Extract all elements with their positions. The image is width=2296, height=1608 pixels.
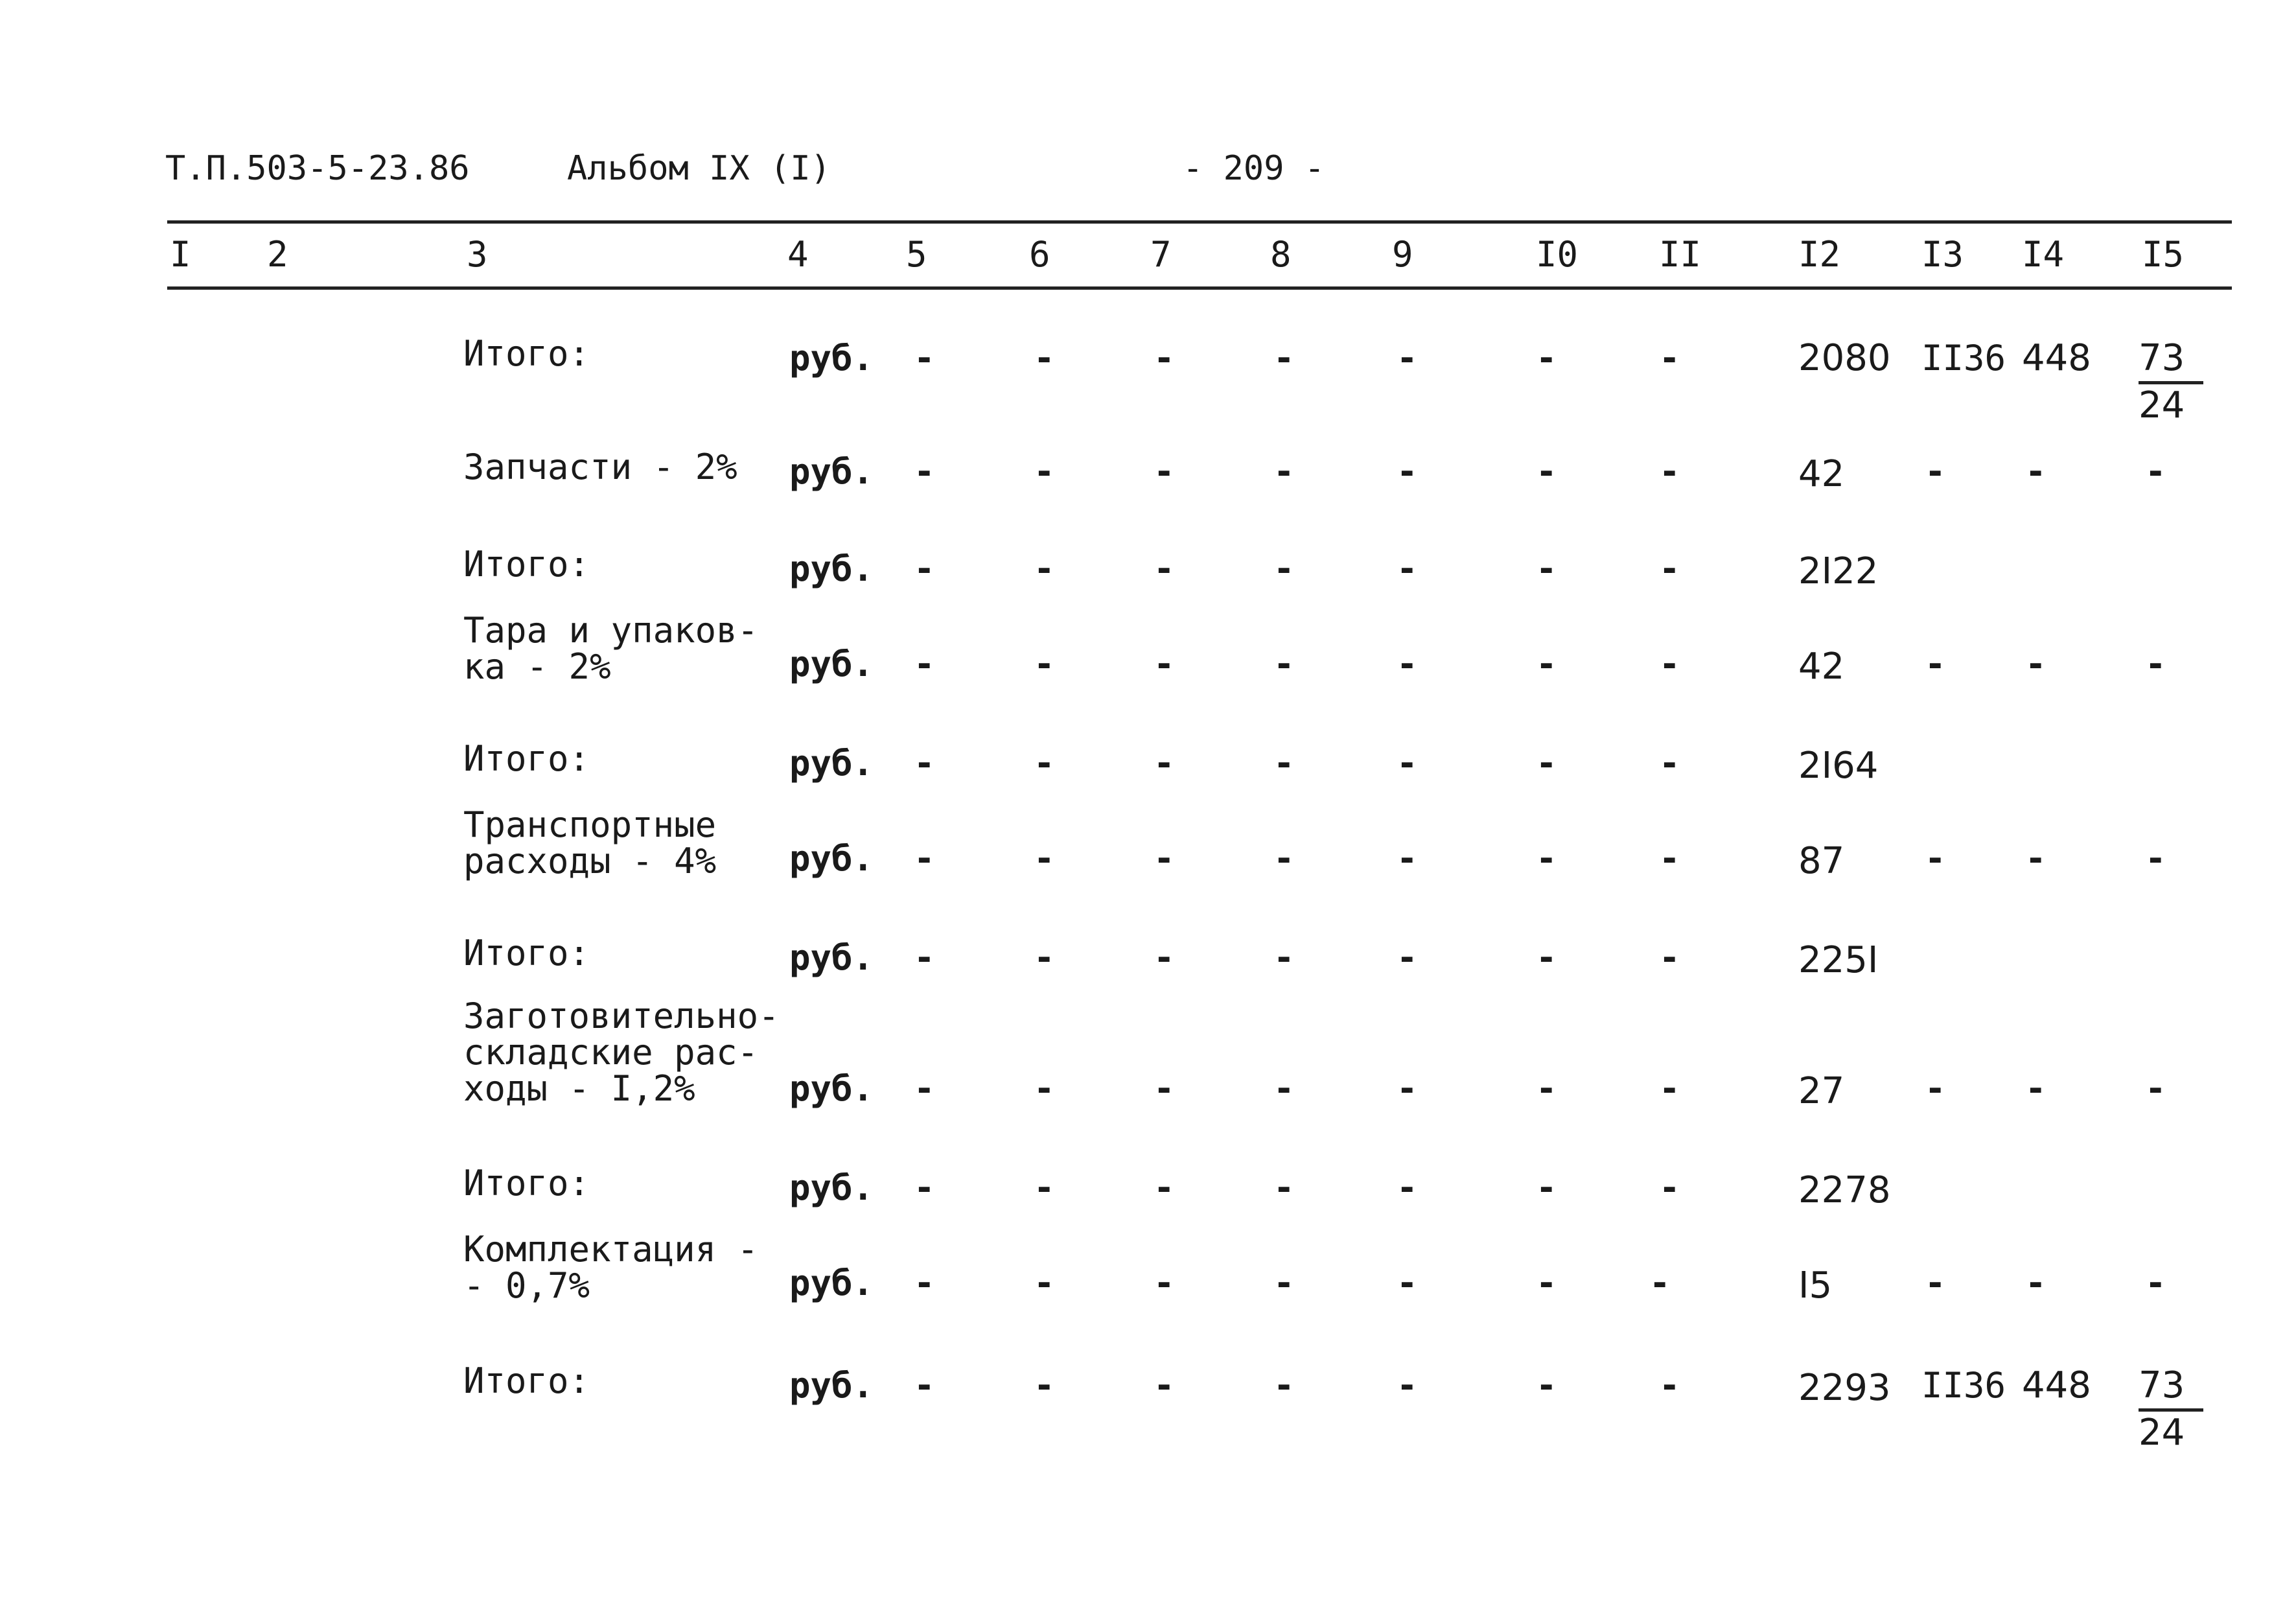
fraction-denominator: 24	[2139, 1412, 2185, 1454]
fraction-numerator: 73	[2139, 1364, 2203, 1412]
cell-col7: -	[1154, 838, 1175, 879]
col-header-14: I4	[2022, 234, 2065, 275]
cell-col12: 2I64	[1798, 745, 1879, 787]
cell-col10: -	[1536, 838, 1557, 879]
col-header-13: I3	[1921, 234, 1964, 275]
row-unit: руб.	[789, 338, 874, 379]
cell-col8: -	[1273, 338, 1295, 379]
cell-col10: -	[1536, 644, 1557, 684]
cell-col13: II36	[1921, 338, 2006, 379]
cell-col5: -	[914, 1167, 935, 1208]
row-label: Запчасти - 2%	[463, 447, 737, 487]
cell-col15: -	[2145, 1263, 2166, 1303]
col-header-11: II	[1659, 234, 1702, 275]
cell-col9: -	[1397, 451, 1418, 492]
cell-col6: -	[1034, 338, 1055, 379]
col-header-7: 7	[1150, 234, 1172, 275]
cell-col8: -	[1273, 548, 1295, 589]
cell-col15: -	[2145, 451, 2166, 492]
cell-col5: -	[914, 838, 935, 879]
fraction-denominator: 24	[2139, 384, 2185, 426]
cell-col12: 2I22	[1798, 550, 1879, 592]
row-label: Комплектация - - 0,7%	[463, 1229, 759, 1306]
cell-col8: -	[1273, 1068, 1295, 1109]
cell-col10: -	[1536, 548, 1557, 589]
cell-col9: -	[1397, 1263, 1418, 1303]
cell-col10: -	[1536, 1068, 1557, 1109]
cell-col12: 87	[1798, 840, 1845, 882]
row-unit: руб.	[789, 548, 874, 589]
cell-col15: -	[2145, 644, 2166, 684]
cell-col9: -	[1397, 1365, 1418, 1406]
cell-col5: -	[914, 451, 935, 492]
cell-col7: -	[1154, 451, 1175, 492]
col-header-1: I	[170, 234, 191, 275]
cell-col6: -	[1034, 548, 1055, 589]
cell-col10: -	[1536, 1167, 1557, 1208]
col-header-12: I2	[1798, 234, 1841, 275]
cell-col12: 2278	[1798, 1169, 1891, 1211]
cell-col7: -	[1154, 1365, 1175, 1406]
cell-col13: -	[1925, 644, 1946, 684]
cell-col10: -	[1536, 937, 1557, 978]
cell-col6: -	[1034, 1167, 1055, 1208]
cell-col9: -	[1397, 1068, 1418, 1109]
cell-col11: -	[1659, 743, 1680, 784]
cell-col12: 42	[1798, 646, 1845, 688]
cell-col5: -	[914, 338, 935, 379]
cell-col10: -	[1536, 338, 1557, 379]
col-header-5: 5	[906, 234, 927, 275]
cell-col13: -	[1925, 1068, 1946, 1109]
cell-col11: -	[1659, 644, 1680, 684]
cell-col11: -	[1659, 451, 1680, 492]
cell-col14: 448	[2022, 1364, 2091, 1406]
row-label: Заготовительно- складские рас- ходы - I,2%	[463, 996, 780, 1109]
cell-col5: -	[914, 1365, 935, 1406]
table-header-rule	[167, 286, 2232, 290]
cell-col7: -	[1154, 338, 1175, 379]
cell-col8: -	[1273, 451, 1295, 492]
row-label: Итого:	[463, 933, 590, 973]
cell-col6: -	[1034, 1263, 1055, 1303]
cell-col14: -	[2025, 1263, 2047, 1303]
cell-col8: -	[1273, 644, 1295, 684]
cell-col8: -	[1273, 1365, 1295, 1406]
cell-col11: -	[1659, 548, 1680, 589]
cell-col5: -	[914, 644, 935, 684]
cell-col6: -	[1034, 937, 1055, 978]
cell-col12: 225I	[1798, 939, 1879, 981]
cell-col13: II36	[1921, 1365, 2006, 1406]
cell-col9: -	[1397, 838, 1418, 879]
cell-col10: -	[1536, 743, 1557, 784]
cell-col15-fraction	[2139, 1364, 2203, 1454]
cell-col6: -	[1034, 838, 1055, 879]
cell-col6: -	[1034, 644, 1055, 684]
cell-col11: -	[1659, 1365, 1680, 1406]
cell-col8: -	[1273, 743, 1295, 784]
cell-col5: -	[914, 937, 935, 978]
col-header-4: 4	[787, 234, 809, 275]
row-label: Итого:	[463, 738, 590, 779]
col-header-15: I5	[2142, 234, 2185, 275]
cell-col5: -	[914, 743, 935, 784]
cell-col7: -	[1154, 644, 1175, 684]
cell-col8: -	[1273, 1167, 1295, 1208]
cell-col8: -	[1273, 838, 1295, 879]
row-unit: руб.	[789, 1068, 874, 1109]
col-header-3: 3	[467, 234, 488, 275]
cell-col9: -	[1397, 1167, 1418, 1208]
table-top-rule	[167, 220, 2232, 224]
cell-col11: -	[1659, 838, 1680, 879]
cell-col7: -	[1154, 937, 1175, 978]
cell-col13: -	[1925, 1263, 1946, 1303]
cell-col6: -	[1034, 451, 1055, 492]
row-unit: руб.	[789, 1365, 874, 1406]
cell-col9: -	[1397, 548, 1418, 589]
cell-col14: -	[2025, 644, 2047, 684]
cell-col15: -	[2145, 1068, 2166, 1109]
cell-col13: -	[1925, 838, 1946, 879]
row-unit: руб.	[789, 937, 874, 978]
cell-col6: -	[1034, 1365, 1055, 1406]
cell-col15-fraction	[2139, 337, 2203, 427]
row-unit: руб.	[789, 644, 874, 684]
row-unit: руб.	[789, 451, 874, 492]
cell-col9: -	[1397, 743, 1418, 784]
cell-col12: 2293	[1798, 1367, 1891, 1409]
cell-col9: -	[1397, 338, 1418, 379]
row-label: Тара и упаков- ка - 2%	[463, 610, 759, 687]
cell-col14: -	[2025, 838, 2047, 879]
cell-col5: -	[914, 1263, 935, 1303]
cell-col12: 2080	[1798, 337, 1891, 379]
doc-code: Т.П.503-5-23.86	[165, 149, 470, 188]
cell-col12: 27	[1798, 1070, 1845, 1112]
cell-col12: 42	[1798, 453, 1845, 495]
cell-col6: -	[1034, 743, 1055, 784]
row-unit: руб.	[789, 743, 874, 784]
col-header-2: 2	[267, 234, 288, 275]
cell-col9: -	[1397, 644, 1418, 684]
page-number: - 209 -	[1183, 149, 1325, 188]
album-title: Альбом IX (I)	[567, 149, 831, 188]
row-unit: руб.	[789, 1167, 874, 1208]
cell-col11: -	[1659, 338, 1680, 379]
cell-col8: -	[1273, 937, 1295, 978]
cell-col7: -	[1154, 548, 1175, 589]
row-label: Итого:	[463, 1360, 590, 1401]
cell-col12: I5	[1798, 1264, 1833, 1307]
cell-col5: -	[914, 1068, 935, 1109]
col-header-6: 6	[1029, 234, 1050, 275]
row-label: Итого:	[463, 1163, 590, 1204]
cell-col13: -	[1925, 451, 1946, 492]
cell-col14: -	[2025, 1068, 2047, 1109]
cell-col7: -	[1154, 1263, 1175, 1303]
cell-col7: -	[1154, 743, 1175, 784]
row-label: Транспортные расходы - 4%	[463, 804, 717, 881]
row-label: Итого:	[463, 544, 590, 585]
row-label: Итого:	[463, 333, 590, 374]
cell-col7: -	[1154, 1068, 1175, 1109]
cell-col7: -	[1154, 1167, 1175, 1208]
cell-col11: -	[1659, 937, 1680, 978]
cell-col8: -	[1273, 1263, 1295, 1303]
cell-col11: -	[1659, 1068, 1680, 1109]
col-header-10: I0	[1536, 234, 1579, 275]
cell-col10: -	[1536, 1263, 1557, 1303]
cell-col11: -	[1659, 1167, 1680, 1208]
cell-col10: -	[1536, 451, 1557, 492]
col-header-9: 9	[1392, 234, 1413, 275]
cell-col6: -	[1034, 1068, 1055, 1109]
col-header-8: 8	[1270, 234, 1292, 275]
cell-col9: -	[1397, 937, 1418, 978]
cell-col14: -	[2025, 451, 2047, 492]
row-unit: руб.	[789, 838, 874, 879]
fraction-numerator: 73	[2139, 337, 2203, 384]
cell-col5: -	[914, 548, 935, 589]
cell-col14: 448	[2022, 337, 2091, 379]
row-unit: руб.	[789, 1263, 874, 1303]
cell-col15: -	[2145, 838, 2166, 879]
cell-col10: -	[1536, 1365, 1557, 1406]
cell-col11: -	[1649, 1263, 1671, 1303]
